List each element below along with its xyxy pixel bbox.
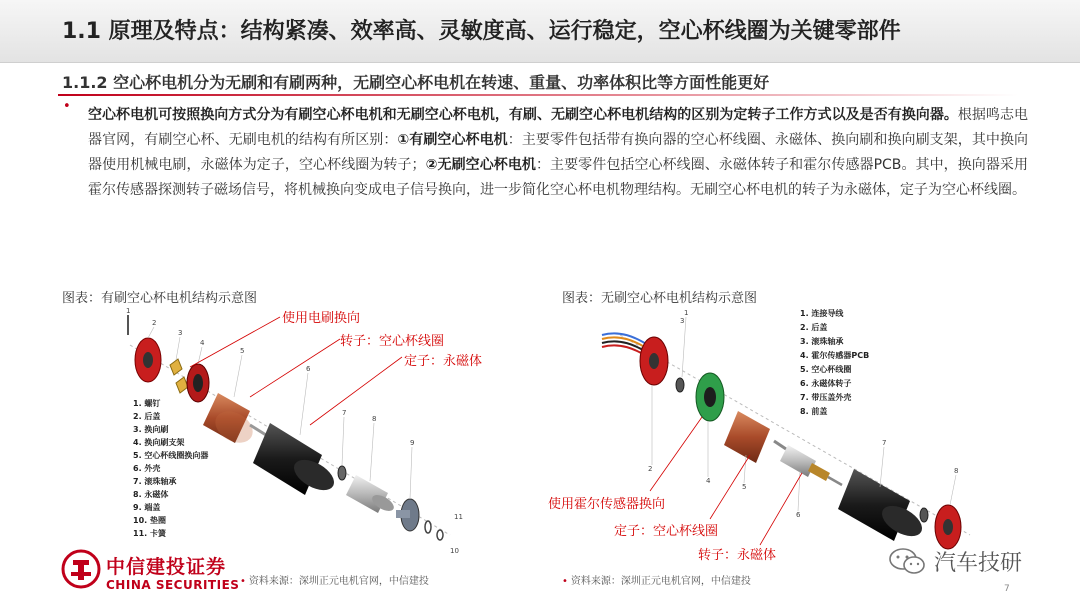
legend-item: 8. 永磁体 xyxy=(133,490,169,499)
section-subtitle: 1.1.2 空心杯电机分为无刷和有刷两种，无刷空心杯电机在转速、重量、功率体积比等方面性能更好 xyxy=(62,73,770,92)
left-source-text: 资料来源：深圳正元电机官网，中信建投 xyxy=(248,576,429,587)
part-number: 7 xyxy=(882,439,887,447)
source-bullet-icon: • xyxy=(240,576,246,587)
subtitle-underline xyxy=(58,94,1018,96)
legend-item: 11. 卡簧 xyxy=(133,529,166,538)
left-callout-rotor: 转子：空心杯线圈 xyxy=(340,334,445,349)
right-source-text: 资料来源：深圳正元电机官网，中信建投 xyxy=(570,576,751,587)
legend-item: 3. 换向刷 xyxy=(133,425,169,434)
legend-item: 10. 垫圈 xyxy=(133,516,166,525)
part-number: 1 xyxy=(126,307,131,315)
body-text-1: 根据鸣志电器官网，有刷空心杯、无刷电机的结构有所区别： xyxy=(88,107,1028,148)
page-title: 1.1 原理及特点：结构紧凑、效率高、灵敏度高、运行稳定，空心杯线圈为关键零部件 xyxy=(62,19,901,44)
part-number: 8 xyxy=(954,467,959,475)
wechat-icon xyxy=(888,546,928,576)
body-text-2: ：主要零件包括带有换向器的空心杯线圈、永磁体、换向刷和换向刷支架，其中换向器使用机械电刷，永磁体为定子，空心杯线圈为转子； xyxy=(88,132,1029,173)
legend-item: 4. 霍尔传感器PCB xyxy=(800,351,870,360)
legend-item: 8. 前盖 xyxy=(800,407,828,416)
permanent-magnet-part xyxy=(346,475,396,514)
part-number: 5 xyxy=(742,483,747,491)
legend-item: 5. 空心杯线圈换向器 xyxy=(133,451,209,460)
part-number: 9 xyxy=(410,439,415,447)
snap-ring-part xyxy=(437,530,443,540)
legend-item: 7. 滚珠轴承 xyxy=(133,477,177,486)
right-legend xyxy=(800,307,869,419)
legend-item: 3. 滚珠轴承 xyxy=(800,337,844,346)
washer-part xyxy=(425,521,431,533)
legend-item: 1. 连接导线 xyxy=(800,309,844,318)
citic-logo-icon xyxy=(60,548,102,590)
body-paragraph xyxy=(88,103,1028,203)
logo-english-name: CHINA SECURITIES xyxy=(106,578,240,592)
rear-cover-part xyxy=(135,338,161,382)
magnet-rotor-part xyxy=(774,441,842,485)
left-legend xyxy=(133,397,208,540)
hall-sensor-pcb-part xyxy=(696,373,724,421)
figure-left-caption: 图表：有刷空心杯电机结构示意图 xyxy=(62,291,258,306)
part-number: 7 xyxy=(342,409,347,417)
legend-item: 6. 永磁体转子 xyxy=(800,379,852,388)
part-number: 4 xyxy=(200,339,205,347)
right-callout-hall: 使用霍尔传感器换向 xyxy=(548,497,666,512)
part-number: 8 xyxy=(372,415,377,423)
body-bold-intro: 空心杯电机可按照换向方式分为有刷空心杯电机和无刷空心杯电机，有刷、无刷空心杯电机结构的区别为定转子工作方式以及是否有换向器。 xyxy=(88,107,958,123)
part-number: 11 xyxy=(454,513,463,521)
rear-cover-part xyxy=(640,337,668,385)
part-number: 1 xyxy=(684,309,689,317)
left-source-line xyxy=(240,572,429,587)
legend-item: 7. 带压盖外壳 xyxy=(800,393,852,402)
legend-item: 6. 外壳 xyxy=(133,464,161,473)
part-number: 2 xyxy=(152,319,157,327)
left-callout-stator: 定子：永磁体 xyxy=(404,354,483,369)
part-number: 4 xyxy=(706,477,711,485)
part-number: 3 xyxy=(178,329,183,337)
housing-part xyxy=(253,423,339,496)
part-number: 10 xyxy=(450,547,459,555)
body-text-3: ：主要零件包括空心杯线圈、永磁体转子和霍尔传感器PCB。其中，换向器采用霍尔传感器探测转子磁场信号，将机械换向变成电子信号换向，进一步简化空心杯电机物理结构。无刷空心杯电机的转子为永磁体，定子为空心杯线圈。 xyxy=(88,157,1028,198)
page-number: 7 xyxy=(1004,584,1010,594)
figure-right-caption: 图表：无刷空心杯电机结构示意图 xyxy=(562,291,758,306)
coreless-coil-part xyxy=(203,393,266,449)
logo-chinese-name: 中信建投证券 xyxy=(106,556,227,578)
legend-item: 2. 后盖 xyxy=(800,323,828,332)
coreless-coil-part xyxy=(724,411,770,463)
front-bearing-part xyxy=(920,508,928,522)
ball-bearing-part xyxy=(676,378,684,392)
part-number: 6 xyxy=(796,511,801,519)
right-callout-stator: 定子：空心杯线圈 xyxy=(614,524,719,539)
watermark-text: 汽车技研 xyxy=(934,551,1023,576)
bullet-icon: • xyxy=(63,99,71,114)
title-bar xyxy=(0,0,1080,63)
right-callout-rotor: 转子：永磁体 xyxy=(698,548,777,563)
part-number: 2 xyxy=(648,465,653,473)
brush-part xyxy=(170,359,188,393)
body-bold-brushed: ①有刷空心杯电机 xyxy=(397,132,508,148)
right-source-line xyxy=(562,572,751,587)
legend-item: 2. 后盖 xyxy=(133,412,161,421)
legend-item: 4. 换向刷支架 xyxy=(133,438,185,447)
legend-item: 5. 空心杯线圈 xyxy=(800,365,852,374)
end-cover-part xyxy=(396,499,419,531)
housing-part xyxy=(838,469,927,542)
left-callout-brush: 使用电刷换向 xyxy=(282,311,361,326)
source-bullet-icon: • xyxy=(562,576,568,587)
legend-item: 1. 螺钉 xyxy=(133,399,161,408)
ball-bearing-part xyxy=(338,466,346,480)
body-bold-brushless: ②无刷空心杯电机 xyxy=(425,157,536,173)
part-number: 3 xyxy=(680,317,685,325)
part-number: 5 xyxy=(240,347,245,355)
part-number: 6 xyxy=(306,365,311,373)
front-cover-part xyxy=(935,505,961,549)
legend-item: 9. 端盖 xyxy=(133,503,161,512)
